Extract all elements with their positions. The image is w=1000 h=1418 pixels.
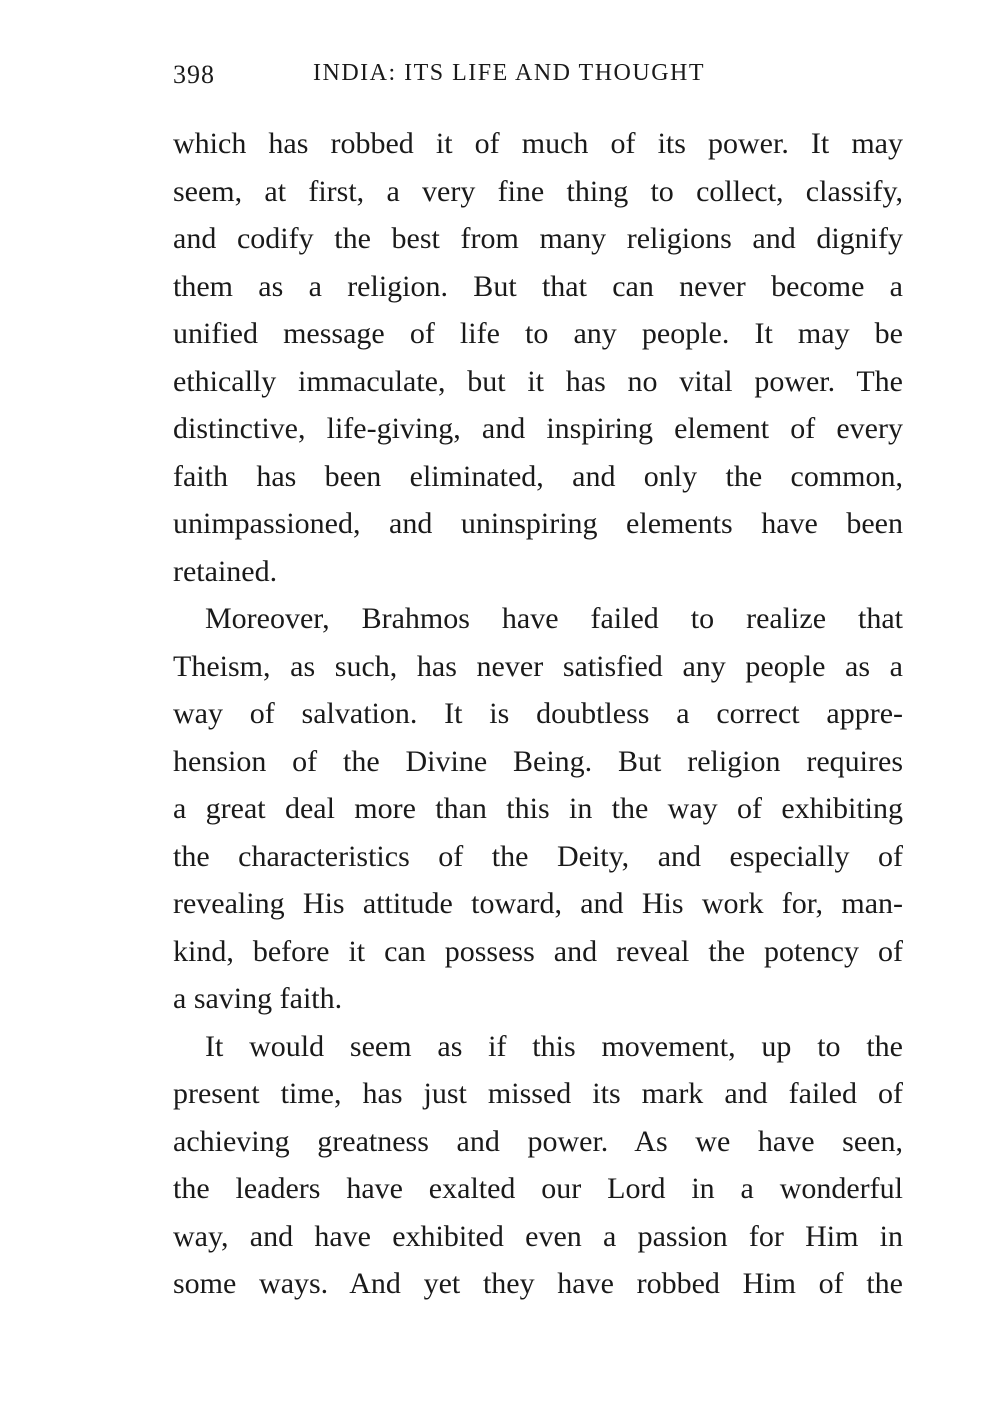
text-line: hension of the Divine Being. But religion requires [173, 744, 903, 778]
text-line: unified message of life to any people. It may be [173, 317, 903, 350]
body-text [173, 120, 903, 1308]
text-line: achieving greatness and power. As we have seen, [173, 1124, 903, 1158]
text-line: faith has been eliminated, and only the common, [173, 459, 903, 493]
text-line: a great deal more than this in the way of exhibiting [173, 792, 903, 825]
text-line: ethically immaculate, but it has no vital power. The [173, 364, 903, 398]
text-line: Theism, as such, has never satisfied any people as a [173, 649, 903, 683]
text-line: unimpassioned, and uninspiring elements have been [173, 507, 903, 540]
text-line: revealing His attitude toward, and His work for, man- [173, 887, 903, 920]
text-line: present time, has just missed its mark and failed of [173, 1077, 903, 1110]
text-line: kind, before it can possess and reveal the potency of [173, 934, 903, 968]
page-number: 398 [173, 60, 215, 89]
text-line: Moreover, Brahmos have failed to realize that [205, 602, 903, 635]
text-line: them as a religion. But that can never become a [173, 269, 903, 303]
text-line: a saving faith. [173, 982, 343, 1015]
running-title: INDIA: ITS LIFE AND THOUGHT [313, 60, 706, 86]
text-line: It would seem as if this movement, up to the [205, 1029, 903, 1063]
text-line: the leaders have exalted our Lord in a wonderful [173, 1172, 903, 1205]
text-line: retained. [173, 554, 278, 588]
text-line: which has robbed it of much of its power. It may [173, 127, 903, 160]
text-line: some ways. And yet they have robbed Him of the [173, 1267, 903, 1300]
paragraph-3 [173, 1023, 903, 1308]
text-line: the characteristics of the Deity, and especially of [173, 839, 903, 873]
running-head [173, 60, 903, 96]
paragraph-2 [173, 595, 903, 1023]
text-line: and codify the best from many religions and dignify [173, 222, 903, 255]
text-line: way, and have exhibited even a passion for Him in [173, 1219, 903, 1253]
text-line: seem, at first, a very fine thing to collect, classify, [173, 174, 903, 208]
text-line: way of salvation. It is doubtless a correct appre- [173, 697, 903, 730]
text-line: distinctive, life-giving, and inspiring element of every [173, 412, 903, 445]
paragraph-1 [173, 120, 903, 595]
